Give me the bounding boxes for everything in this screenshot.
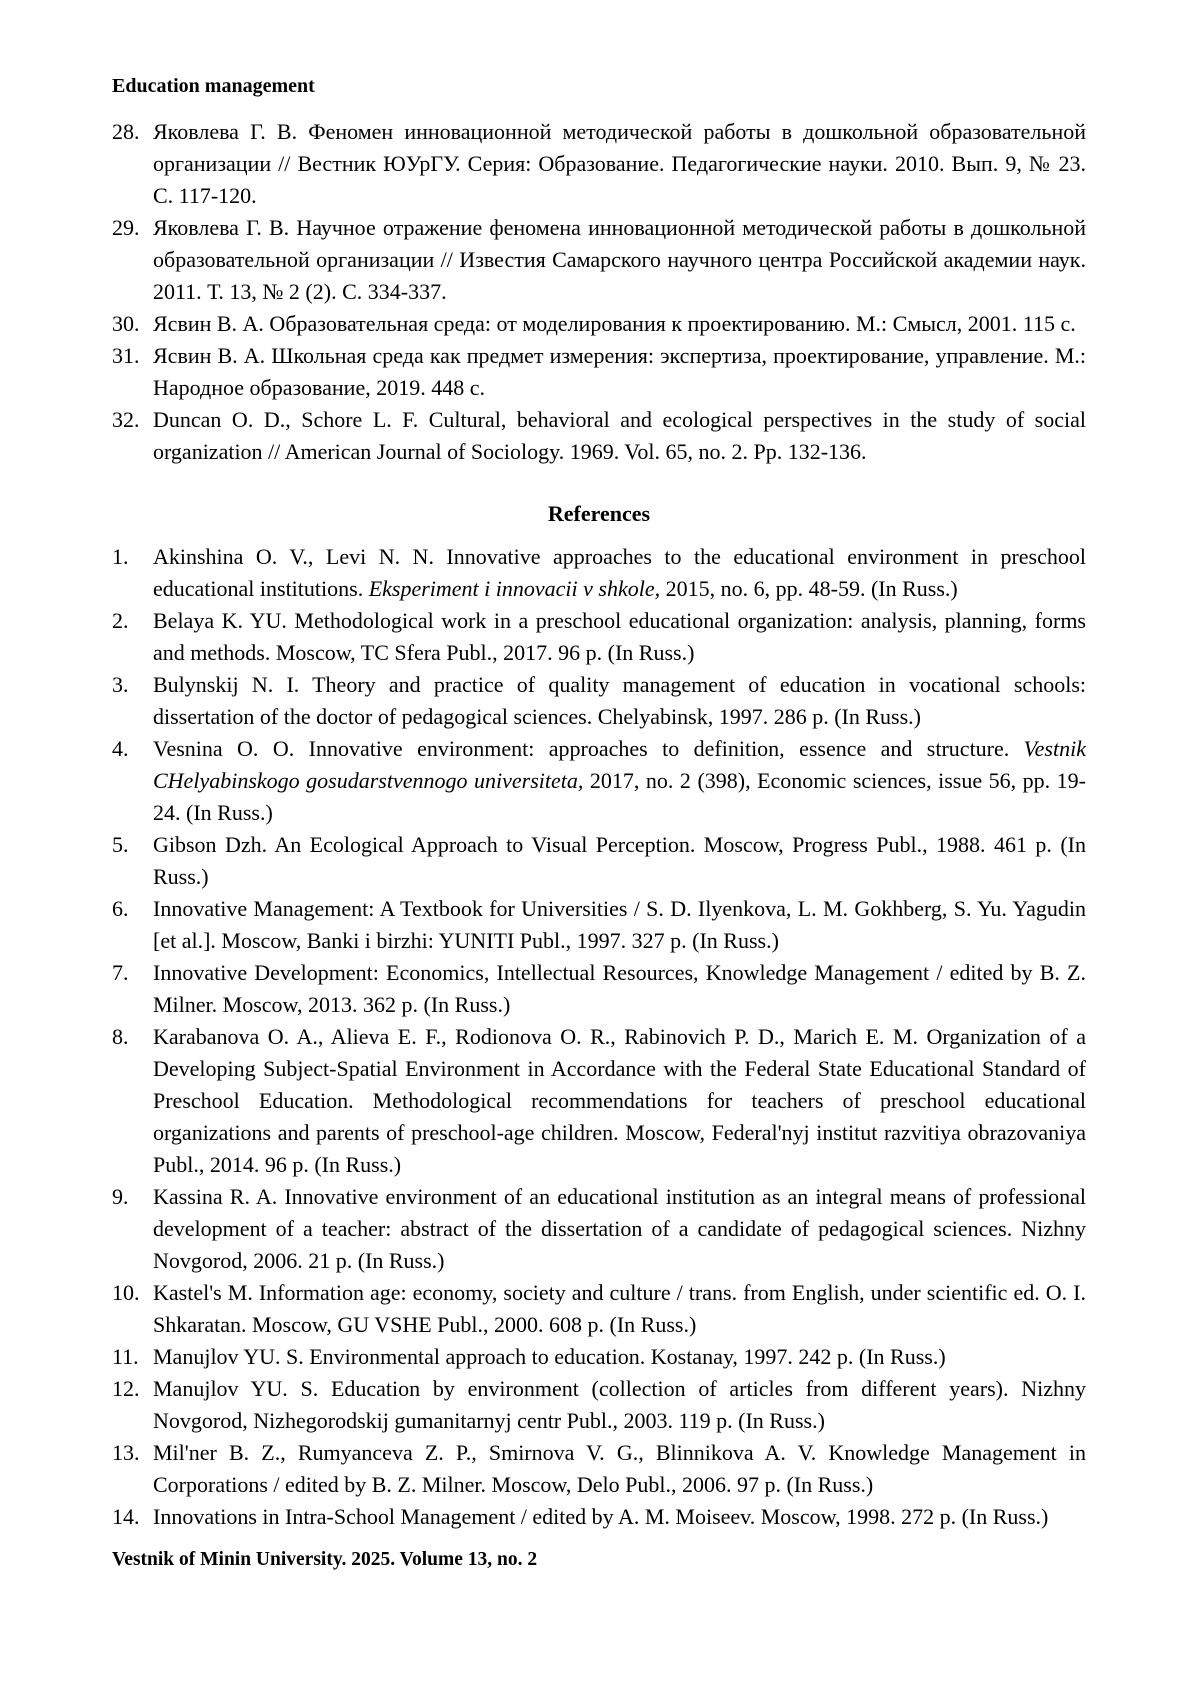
reference-item — [112, 1341, 1086, 1373]
reference-item — [112, 340, 1086, 404]
reference-text — [153, 1021, 1086, 1181]
reference-number: 11. — [112, 1344, 139, 1369]
reference-text-segment: 2017, no. 2 (398), Economic sciences, issue 56, pp. 19-24. (In Russ.) — [153, 768, 1086, 825]
reference-text-segment: Яковлева Г. В. Феномен инновационной методической работы в дошкольной образовательной организации // Вестник ЮУрГУ. Серия: Образование. Педагогические науки. 2010. Вып. 9, № 23. С. 117-120. — [153, 119, 1086, 208]
reference-item — [112, 1501, 1086, 1533]
reference-text — [153, 308, 1086, 340]
reference-item — [112, 733, 1086, 829]
reference-text-italic-segment: Eksperiment i innovacii v shkole, — [368, 576, 661, 601]
reference-item — [112, 957, 1086, 1021]
russian-references-list — [112, 116, 1086, 468]
reference-number: 9. — [112, 1184, 129, 1209]
journal-footer: Vestnik of Minin University. 2025. Volume 13, no. 2 — [112, 1549, 538, 1570]
reference-text-segment: Mil'ner B. Z., Rumyanceva Z. P., Smirnova V. G., Blinnikova A. V. Knowledge Management in Corporations / edited by B. Z. Milner. Moscow, Delo Publ., 2006. 97 p. (In Russ.) — [153, 1440, 1086, 1497]
reference-item — [112, 404, 1086, 468]
reference-text-segment: Innovative Development: Economics, Intellectual Resources, Knowledge Management / edited by B. Z. Milner. Moscow, 2013. 362 p. (In Russ.) — [153, 960, 1086, 1017]
reference-number: 29. — [112, 215, 140, 240]
reference-number: 32. — [112, 407, 140, 432]
reference-number: 7. — [112, 960, 129, 985]
reference-item — [112, 893, 1086, 957]
reference-number: 1. — [112, 544, 129, 569]
reference-text — [153, 605, 1086, 669]
reference-item — [112, 1277, 1086, 1341]
reference-text-segment: Karabanova O. A., Alieva E. F., Rodionova O. R., Rabinovich P. D., Marich E. M. Organization of a Developing Subject-Spatial Environment in Accordance with the Federal State Educational Standard of Preschool Education. Methodological recommendations for teachers of preschool educational organizations and parents of preschool-age children. Moscow, Federal'nyj institut razvitiya obrazovaniya Publ., 2014. 96 p. (In Russ.) — [153, 1024, 1086, 1177]
reference-text-segment: Ясвин В. А. Образовательная среда: от моделирования к проектированию. М.: Смысл, 2001. 115 с. — [153, 311, 1076, 336]
reference-text — [153, 829, 1086, 893]
reference-item — [112, 212, 1086, 308]
reference-text — [153, 116, 1086, 212]
reference-item — [112, 1373, 1086, 1437]
reference-item — [112, 829, 1086, 893]
reference-text-segment: Manujlov YU. S. Education by environment (collection of articles from different years). Nizhny Novgorod, Nizhegorodskij gumanitarnyj centr Publ., 2003. 119 p. (In Russ.) — [153, 1376, 1086, 1433]
reference-text — [153, 1501, 1086, 1533]
reference-text — [153, 1437, 1086, 1501]
reference-text-segment: Manujlov YU. S. Environmental approach to education. Kostanay, 1997. 242 p. (In Russ.) — [153, 1344, 946, 1369]
reference-item — [112, 308, 1086, 340]
reference-item — [112, 1437, 1086, 1501]
reference-text-segment: Bulynskij N. I. Theory and practice of quality management of education in vocational schools: dissertation of the doctor of pedagogical sciences. Chelyabinsk, 1997. 286 p. (In Russ.) — [153, 672, 1086, 729]
reference-number: 4. — [112, 736, 129, 761]
reference-text — [153, 1181, 1086, 1277]
reference-text-segment: Яковлева Г. В. Научное отражение феномена инновационной методической работы в дошкольной образовательной организации // Известия Самарского научного центра Российской академии наук. 2011. Т. 13, № 2 (2). С. 334-337. — [153, 215, 1086, 304]
reference-text-segment: Vesnina O. O. Innovative environment: approaches to definition, essence and structure. — [153, 736, 1024, 761]
reference-text-segment: Innovations in Intra-School Management / edited by A. M. Moiseev. Moscow, 1998. 272 p. (In Russ.) — [153, 1504, 1049, 1529]
running-head: Education management — [112, 75, 315, 97]
reference-number: 10. — [112, 1280, 140, 1305]
reference-number: 3. — [112, 672, 129, 697]
reference-text — [153, 669, 1086, 733]
english-references-list — [112, 541, 1086, 1533]
reference-text-segment: 2015, no. 6, pp. 48-59. (In Russ.) — [660, 576, 958, 601]
reference-text — [153, 1373, 1086, 1437]
reference-item — [112, 1181, 1086, 1277]
reference-text — [153, 404, 1086, 468]
reference-number: 6. — [112, 896, 129, 921]
reference-text — [153, 1341, 1086, 1373]
reference-text-segment: Gibson Dzh. An Ecological Approach to Visual Perception. Moscow, Progress Publ., 1988. 461 p. (In Russ.) — [153, 832, 1086, 889]
reference-text — [153, 733, 1086, 829]
reference-text — [153, 957, 1086, 1021]
reference-number: 30. — [112, 311, 140, 336]
reference-item — [112, 605, 1086, 669]
reference-text-segment: Kassina R. A. Innovative environment of an educational institution as an integral means of professional development of a teacher: abstract of the dissertation of a candidate of pedagogical sciences. Nizhny Novgorod, 2006. 21 p. (In Russ.) — [153, 1184, 1086, 1273]
reference-text — [153, 1277, 1086, 1341]
reference-item — [112, 116, 1086, 212]
reference-number: 28. — [112, 119, 140, 144]
reference-text — [153, 541, 1086, 605]
reference-number: 13. — [112, 1440, 140, 1465]
reference-text-segment: Innovative Management: A Textbook for Universities / S. D. Ilyenkova, L. M. Gokhberg, S. Yu. Yagudin [et al.]. Moscow, Banki i birzhi: YUNITI Publ., 1997. 327 p. (In Russ.) — [153, 896, 1086, 953]
reference-item — [112, 669, 1086, 733]
reference-text — [153, 340, 1086, 404]
reference-text-italic-segment: Vestnik CHelyabinskogo gosudarstvennogo universiteta, — [153, 736, 1086, 793]
reference-text-segment: Belaya K. YU. Methodological work in a preschool educational organization: analysis, planning, forms and methods. Moscow, TC Sfera Publ., 2017. 96 p. (In Russ.) — [153, 608, 1086, 665]
reference-text — [153, 893, 1086, 957]
reference-item — [112, 1021, 1086, 1181]
reference-number: 2. — [112, 608, 129, 633]
reference-text-segment: Akinshina O. V., Levi N. N. Innovative approaches to the educational environment in preschool educational institutions. — [153, 544, 1086, 601]
reference-text-segment: Kastel's M. Information age: economy, society and culture / trans. from English, under scientific ed. O. I. Shkaratan. Moscow, GU VSHE Publ., 2000. 608 p. (In Russ.) — [153, 1280, 1086, 1337]
reference-number: 14. — [112, 1504, 140, 1529]
reference-text-segment: Duncan O. D., Schore L. F. Cultural, behavioral and ecological perspectives in the study of social organization // American Journal of Sociology. 1969. Vol. 65, no. 2. Pp. 132-136. — [153, 407, 1086, 464]
reference-number: 31. — [112, 343, 140, 368]
references-heading: References — [547, 501, 651, 526]
reference-number: 8. — [112, 1024, 129, 1049]
reference-number: 12. — [112, 1376, 140, 1401]
reference-text — [153, 212, 1086, 308]
reference-text-segment: Ясвин В. А. Школьная среда как предмет измерения: экспертиза, проектирование, управление. М.: Народное образование, 2019. 448 с. — [153, 343, 1086, 400]
reference-number: 5. — [112, 832, 129, 857]
reference-item — [112, 541, 1086, 605]
